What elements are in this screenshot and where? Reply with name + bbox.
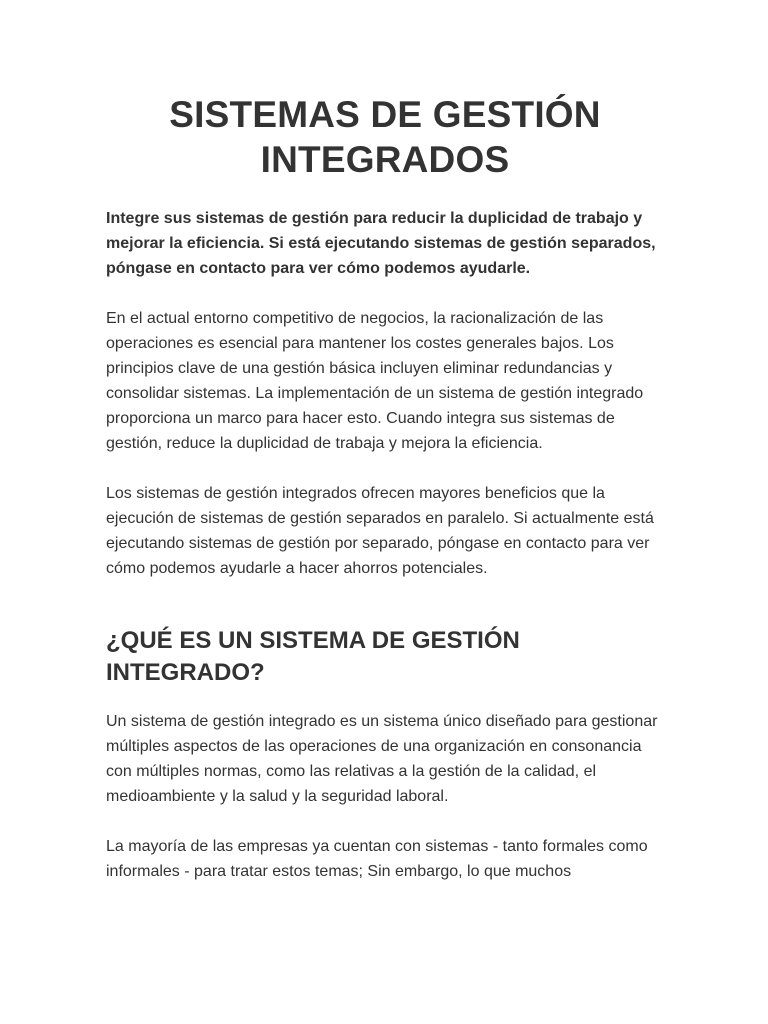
section-paragraph-1: Un sistema de gestión integrado es un sistema único diseñado para gestionar múltiples aspectos de las operaciones de una organización en consonancia con múltiples normas, como las relativas a la gestión de la calidad, el medioambiente y la salud y la seguridad laboral. bbox=[106, 713, 658, 805]
body-paragraph-2: Los sistemas de gestión integrados ofrecen mayores beneficios que la ejecución de sistemas de gestión separados en paralelo. Si actualmente está ejecutando sistemas de gestión por separado, póngase en contacto para ver cómo podemos ayudarle a hacer ahorros potenciales. bbox=[106, 485, 654, 577]
document-page bbox=[106, 0, 664, 884]
page-title: SISTEMAS DE GESTIÓN INTEGRADOS bbox=[169, 94, 601, 180]
section-paragraph-2: La mayoría de las empresas ya cuentan con sistemas - tanto formales como informales - para tratar estos temas; Sin embargo, lo que muchos bbox=[106, 838, 648, 880]
section-heading: ¿QUÉ ES UN SISTEMA DE GESTIÓN INTEGRADO? bbox=[106, 627, 520, 686]
lead-paragraph: Integre sus sistemas de gestión para reducir la duplicidad de trabajo y mejorar la eficiencia. Si está ejecutando sistemas de gestión separados, póngase en contacto para ver cómo podemos ayudarle. bbox=[106, 210, 656, 277]
body-paragraph-1: En el actual entorno competitivo de negocios, la racionalización de las operaciones es esencial para mantener los costes generales bajos. Los principios clave de una gestión básica incluyen eliminar redundancias y consolidar sistemas. La implementación de un sistema de gestión integrado proporciona un marco para hacer esto. Cuando integra sus sistemas de gestión, reduce la duplicidad de trabaja y mejora la eficiencia. bbox=[106, 310, 644, 452]
